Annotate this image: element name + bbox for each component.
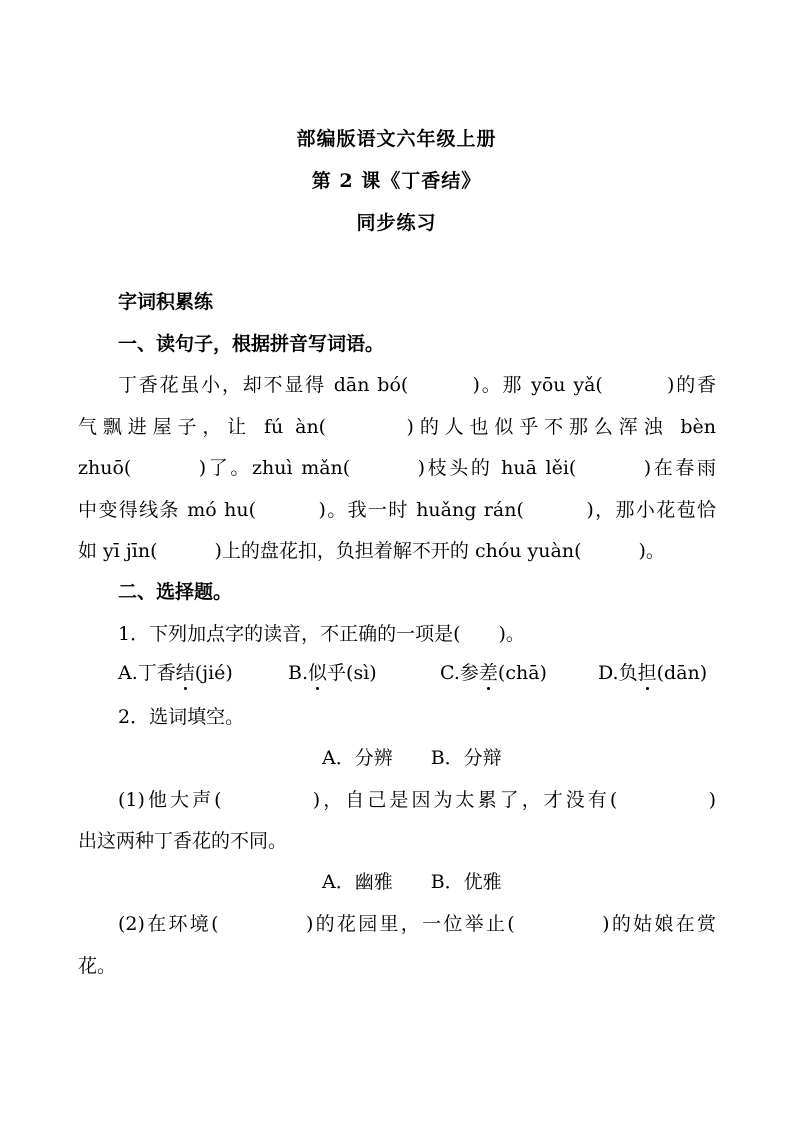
q2-choices-2: A．幽雅 B．优雅 — [322, 871, 502, 893]
dotted-char: 担 — [637, 662, 657, 684]
dotted-char: 差 — [478, 662, 498, 684]
dotted-char: 结 — [175, 662, 195, 684]
q2-choices-1: A．分辨 B．分辩 — [322, 747, 502, 769]
q2-sentence-2-line-2: 花。 — [78, 955, 117, 977]
part2-heading: 二、选择题。 — [118, 581, 233, 603]
q2-sentence-2-line-1: (2)在环境( )的花园里，一位举止( )的姑娘在赏 — [118, 913, 716, 935]
section-heading: 字词积累练 — [118, 291, 214, 313]
q1-option-c: C.参差(chā) — [440, 662, 547, 684]
part1-heading: 一、读句子，根据拼音写词语。 — [118, 333, 385, 355]
q2-stem: 2．选词填空。 — [118, 706, 245, 728]
textbook-title: 部编版语文六年级上册 — [296, 128, 497, 150]
q1-options — [118, 661, 707, 685]
q1-option-b: B.似乎(sì) — [288, 662, 377, 684]
part1-line-4: 中变得线条 mó hu( )。我一时 huǎng rán( )，那小花苞恰 — [78, 499, 716, 521]
part1-line-5: 如 yī jīn( )上的盘花扣，负担着解不开的 chóu yuàn( )。 — [78, 540, 665, 562]
q1-option-a: A.丁香结(jié) — [118, 662, 233, 684]
q2-sentence-1-line-2: 出这两种丁香花的不同。 — [78, 830, 288, 852]
worksheet-title: 同步练习 — [356, 212, 437, 234]
part1-line-3: zhuō( )了。zhuì mǎn( )枝头的 huā lěi( )在春雨 — [78, 457, 716, 479]
q1-stem: 1．下列加点字的读音，不正确的一项是( )。 — [118, 623, 525, 645]
q2-sentence-1-line-1: (1)他大声( )，自己是因为太累了，才没有( ) — [118, 789, 716, 811]
dotted-char: 似 — [308, 662, 328, 684]
part1-line-1: 丁香花虽小，却不显得 dān bó( )。那 yōu yǎ( )的香 — [118, 374, 716, 396]
lesson-title: 第 2 课《丁香结》 — [311, 170, 482, 192]
part1-line-2: 气飘进屋子，让 fú àn( )的人也似乎不那么浑浊 bèn — [78, 416, 716, 438]
q1-option-d: D.负担(dān) — [598, 662, 708, 684]
